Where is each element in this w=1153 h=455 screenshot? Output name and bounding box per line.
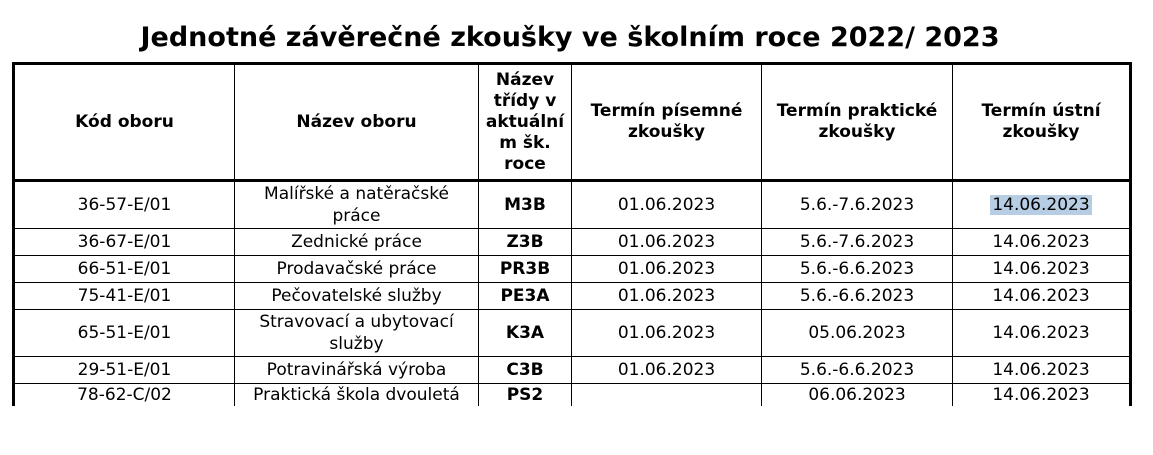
field-name-cell: Prodavačské práce [235, 256, 479, 283]
table-row [14, 283, 1131, 310]
class-cell: PE3A [479, 283, 572, 310]
written-date-cell: 01.06.2023 [572, 181, 762, 229]
header-written-exam-date: Termín písemné zkoušky [572, 64, 762, 181]
exam-schedule-table [12, 62, 1132, 406]
practical-date-cell: 5.6.-6.6.2023 [762, 357, 953, 384]
written-date-cell: 01.06.2023 [572, 283, 762, 310]
field-code-cell: 66-51-E/01 [14, 256, 235, 283]
written-date-cell [572, 384, 762, 407]
practical-date-cell: 06.06.2023 [762, 384, 953, 407]
header-field-code: Kód oboru [14, 64, 235, 181]
practical-date-cell: 5.6.-6.6.2023 [762, 256, 953, 283]
field-name-cell: Potravinářská výroba [235, 357, 479, 384]
written-date-cell: 01.06.2023 [572, 229, 762, 256]
class-cell: Z3B [479, 229, 572, 256]
field-code-cell: 78-62-C/02 [14, 384, 235, 407]
header-field-name: Název oboru [235, 64, 479, 181]
class-cell: K3A [479, 310, 572, 357]
selected-text-highlight[interactable]: 14.06.2023 [992, 195, 1090, 215]
class-cell: PR3B [479, 256, 572, 283]
written-date-cell: 01.06.2023 [572, 357, 762, 384]
field-name-cell: Malířské a natěračské práce [235, 181, 479, 229]
class-cell: C3B [479, 357, 572, 384]
field-name-cell: Pečovatelské služby [235, 283, 479, 310]
oral-date-cell: 14.06.2023 [953, 357, 1131, 384]
oral-date-cell: 14.06.2023 [953, 384, 1131, 407]
practical-date-cell: 5.6.-7.6.2023 [762, 181, 953, 229]
field-name-cell: Praktická škola dvouletá [235, 384, 479, 407]
header-class-name: Název třídy v aktuální m šk. roce [479, 64, 572, 181]
table-row [14, 256, 1131, 283]
header-oral-exam-date: Termín ústní zkoušky [953, 64, 1131, 181]
written-date-cell: 01.06.2023 [572, 256, 762, 283]
table-row [14, 357, 1131, 384]
field-code-cell: 75-41-E/01 [14, 283, 235, 310]
field-code-cell: 65-51-E/01 [14, 310, 235, 357]
table-row [14, 229, 1131, 256]
page-title: Jednotné závěrečné zkoušky ve školním roce 2022/ 2023 [140, 22, 1000, 53]
oral-date-cell: 14.06.2023 [953, 256, 1131, 283]
oral-date-cell: 14.06.2023 [953, 283, 1131, 310]
field-name-cell: Zednické práce [235, 229, 479, 256]
practical-date-cell: 5.6.-7.6.2023 [762, 229, 953, 256]
oral-date-cell: 14.06.2023 [953, 310, 1131, 357]
header-practical-exam-date: Termín praktické zkoušky [762, 64, 953, 181]
table-row [14, 384, 1131, 407]
field-code-cell: 29-51-E/01 [14, 357, 235, 384]
field-code-cell: 36-57-E/01 [14, 181, 235, 229]
field-code-cell: 36-67-E/01 [14, 229, 235, 256]
practical-date-cell: 5.6.-6.6.2023 [762, 283, 953, 310]
written-date-cell: 01.06.2023 [572, 310, 762, 357]
practical-date-cell: 05.06.2023 [762, 310, 953, 357]
class-cell: PS2 [479, 384, 572, 407]
table-row [14, 181, 1131, 229]
table-row [14, 310, 1131, 357]
field-name-cell: Stravovací a ubytovací služby [235, 310, 479, 357]
table-header-row [14, 64, 1131, 181]
class-cell: M3B [479, 181, 572, 229]
oral-date-cell: 14.06.2023 [953, 229, 1131, 256]
oral-date-cell [953, 181, 1131, 229]
